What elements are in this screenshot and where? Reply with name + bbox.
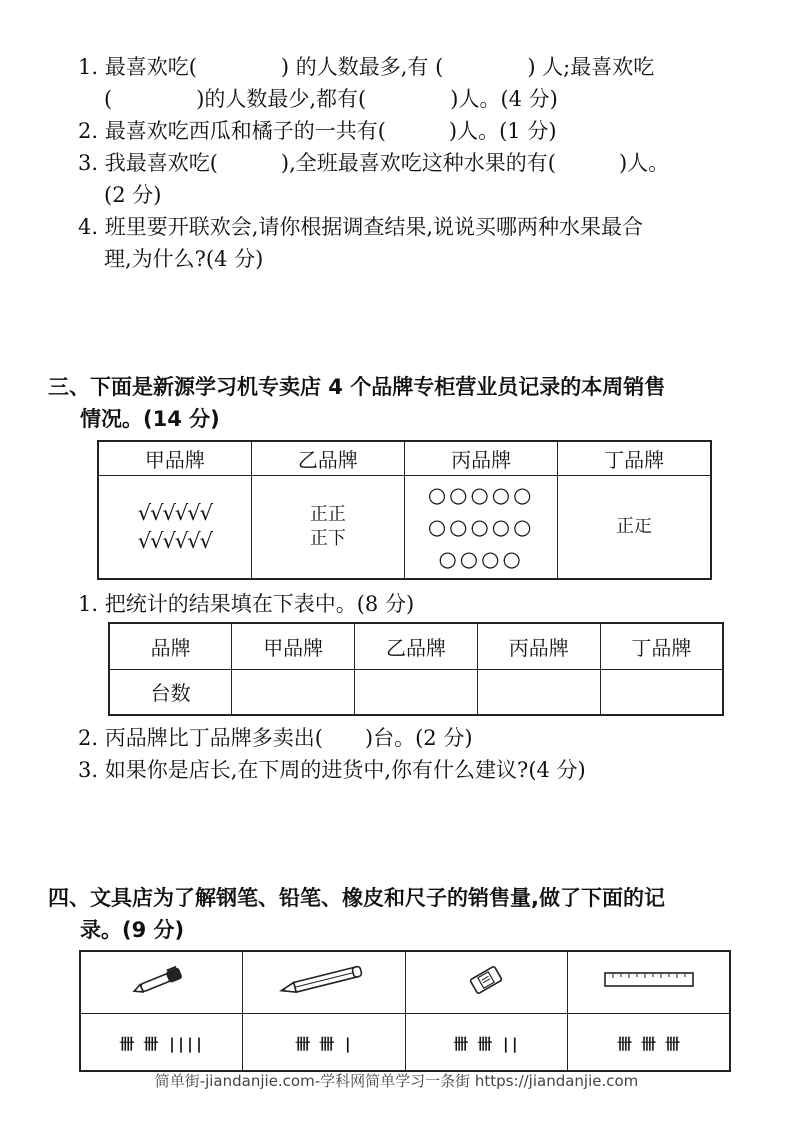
circle-row: ○○○○○ (427, 514, 535, 539)
record-ding (558, 475, 711, 579)
circle-row: ○○○○ (438, 546, 524, 571)
fill-cell-yi[interactable] (355, 669, 478, 715)
question-4-line-2: 理,为什么?(4 分) (104, 247, 264, 271)
fill-header-label: 品牌 (109, 623, 232, 669)
tick-row: √√√√√√ (137, 528, 213, 553)
tick-row: √√√√√√ (137, 500, 213, 525)
question-1-line-1: 1. 最喜欢吃( ) 的人数最多,有 ( ) 人;最喜欢吃 (78, 55, 655, 79)
brand-header-jia: 甲品牌 (98, 441, 251, 475)
tally-marks: 卌 卌 || (453, 1034, 520, 1053)
stationery-record-table (79, 950, 731, 1072)
tally-marks: 卌 卌 | (295, 1034, 353, 1053)
fill-header-jia: 甲品牌 (232, 623, 355, 669)
brand-header-ding: 丁品牌 (558, 441, 711, 475)
sales-record-table (97, 440, 712, 580)
section-3-heading-line-1: 三、下面是新源学习机专卖店 4 个品牌专柜营业员记录的本周销售 (48, 375, 666, 399)
fill-header-bing: 丙品牌 (477, 623, 600, 669)
pencil-tally (243, 1013, 406, 1071)
ruler-tally (568, 1013, 731, 1071)
question-3-line-2: (2 分) (104, 183, 162, 207)
fill-cell-bing[interactable] (477, 669, 600, 715)
pen-cell (80, 951, 243, 1013)
section-3-question-2: 2. 丙品牌比丁品牌多卖出( )台。(2 分) (78, 726, 473, 750)
zheng-row: 正正 (309, 503, 346, 525)
question-1-line-2: ( )的人数最少,都有( )人。(4 分) (104, 87, 558, 111)
section-3-question-3: 3. 如果你是店长,在下周的进货中,你有什么建议?(4 分) (78, 758, 586, 782)
section-3-heading-line-2: 情况。(14 分) (80, 407, 220, 431)
brand-header-bing: 丙品牌 (405, 441, 558, 475)
eraser-cell (405, 951, 568, 1013)
section-3-question-1: 1. 把统计的结果填在下表中。(8 分) (78, 592, 415, 616)
question-4-line-1: 4. 班里要开联欢会,请你根据调查结果,说说买哪两种水果最合 (78, 215, 644, 239)
eraser-icon (466, 962, 506, 998)
fill-cell-ding[interactable] (600, 669, 723, 715)
ruler-icon (601, 968, 697, 992)
record-yi (251, 475, 404, 579)
pen-icon (130, 962, 194, 998)
fill-cell-jia[interactable] (232, 669, 355, 715)
tally-marks: 卌 卌 卌 (616, 1034, 681, 1053)
pencil-icon (276, 962, 372, 998)
tally-marks: 卌 卌 |||| (119, 1034, 204, 1053)
record-bing (405, 475, 558, 579)
section-4-heading-line-1: 四、文具店为了解钢笔、铅笔、橡皮和尺子的销售量,做了下面的记 (48, 886, 665, 910)
question-3-line-1: 3. 我最喜欢吃( ),全班最喜欢吃这种水果的有( )人。 (78, 151, 670, 175)
fill-row-label: 台数 (109, 669, 232, 715)
ruler-cell (568, 951, 731, 1013)
pencil-cell (243, 951, 406, 1013)
fill-header-ding: 丁品牌 (600, 623, 723, 669)
brand-header-yi: 乙品牌 (251, 441, 404, 475)
fill-header-yi: 乙品牌 (355, 623, 478, 669)
zheng-row: 正𤴓 (616, 515, 653, 537)
zheng-row: 正下 (309, 527, 346, 549)
fill-in-table (108, 622, 724, 716)
question-2: 2. 最喜欢吃西瓜和橘子的一共有( )人。(1 分) (78, 119, 557, 143)
eraser-tally (405, 1013, 568, 1071)
page-footer: 简单街-jiandanjie.com-学科网简单学习一条街 https://jiandanjie.com (154, 1072, 639, 1090)
record-jia (98, 475, 251, 579)
circle-row: ○○○○○ (427, 482, 535, 507)
pen-tally (80, 1013, 243, 1071)
section-4-heading-line-2: 录。(9 分) (80, 918, 185, 942)
